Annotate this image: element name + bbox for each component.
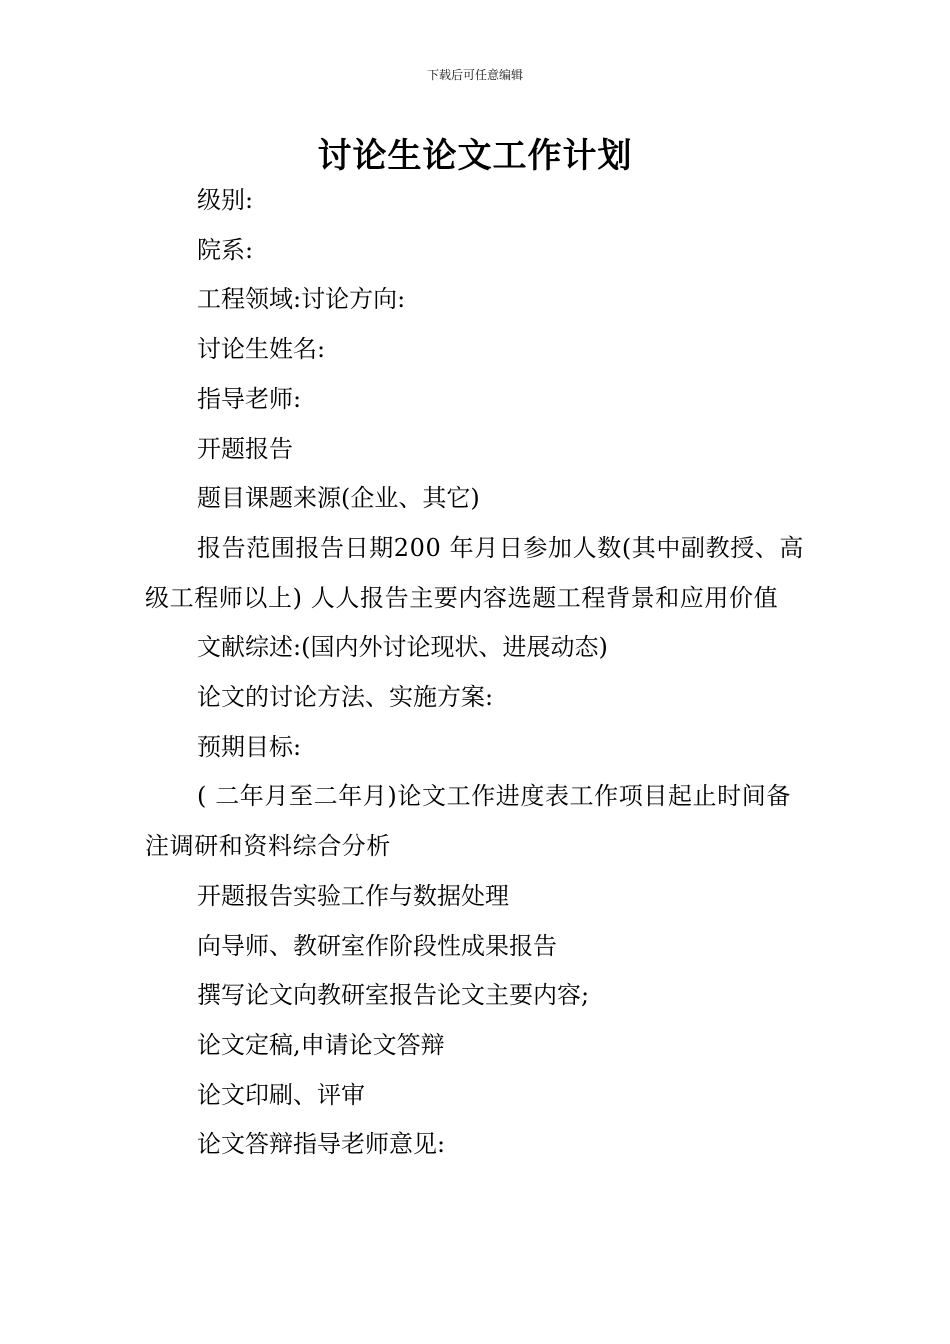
document-body (145, 176, 810, 1170)
paragraph-expected-goals: 预期目标: (197, 732, 302, 761)
paragraph-level: 级别: (197, 186, 254, 214)
paragraph-student-name: 讨论生姓名: (197, 335, 326, 364)
paragraph-research-methods: 论文的讨论方法、实施方案: (197, 683, 494, 712)
paragraph-thesis-writing: 撰写论文向教研室报告论文主要内容; (197, 981, 590, 1010)
paragraph-topic-source: 题目课题来源(企业、其它) (197, 484, 480, 513)
paragraph-experiment-work: 开题报告实验工作与数据处理 (197, 881, 509, 910)
paragraph-schedule: ( 二年月至二年月)论文工作进度表工作项目起止时间备注调研和资料综合分析 (145, 782, 791, 861)
paragraph-advisor: 指导老师: (197, 384, 302, 413)
paragraph-field: 工程领域:讨论方向: (197, 285, 406, 314)
paragraph-printing-review: 论文印刷、评审 (197, 1080, 365, 1109)
paragraph-advisor-opinion: 论文答辩指导老师意见: (197, 1130, 446, 1159)
paragraph-progress-report: 向导师、教研室作阶段性成果报告 (197, 931, 557, 960)
paragraph-finalize-defense: 论文定稿,申请论文答辩 (197, 1030, 445, 1059)
paragraph-proposal-report: 开题报告 (197, 434, 293, 463)
paragraph-literature-review: 文献综述:(国内外讨论现状、进展动态) (197, 633, 608, 662)
paragraph-department: 院系: (197, 235, 254, 264)
paragraph-report-scope: 报告范围报告日期200 年月日参加人数(其中副教授、高级工程师以上) 人人报告主要内容选题工程背景和应用价值 (145, 533, 804, 612)
page-header-note: 下载后可任意编辑 (426, 68, 523, 82)
document-title: 讨论生论文工作计划 (317, 136, 633, 176)
